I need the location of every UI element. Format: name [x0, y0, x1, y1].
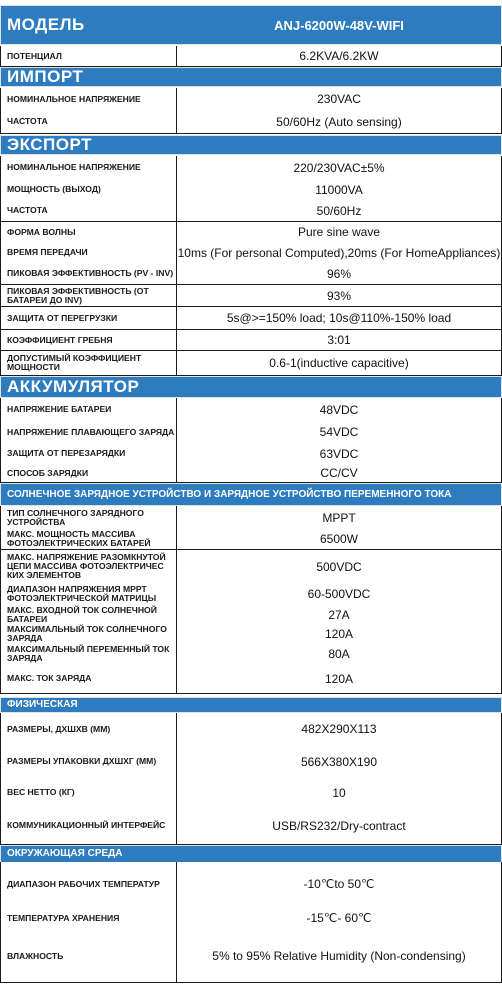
- spec-row: [0, 156, 502, 180]
- spec-label: ДИАПАЗОН НАПРЯЖЕНИЯ MPPT ФОТОЭЛЕКТРИЧЕСКОЙ МАТРИЦЫ: [1, 583, 177, 605]
- spec-value: 220/230VAC±5%: [293, 160, 385, 175]
- spec-value: 482X290X113: [301, 722, 377, 736]
- spec-label: СПОСОБ ЗАРЯДКИ: [1, 464, 177, 482]
- spec-label: ЧАСТОТА: [1, 110, 177, 133]
- spec-value: USB/RS232/Dry-contract: [272, 818, 406, 833]
- spec-value: 50/60Hz: [316, 203, 362, 218]
- spec-row: [0, 351, 502, 376]
- spec-value: 48VDC: [319, 402, 359, 417]
- spec-label: МАКС. ВХОДНОЙ ТОК СОЛНЕЧНОЙ БАТАРЕИ: [1, 605, 177, 624]
- spec-label: РАЗМЕРЫ УПАКОВКИ ДХШХГ (ММ): [1, 745, 177, 778]
- spec-row: [0, 807, 502, 845]
- spec-row: [0, 583, 502, 606]
- spec-row: [0, 398, 502, 422]
- spec-row: [0, 778, 502, 808]
- spec-row: [0, 307, 502, 330]
- spec-row: [0, 200, 502, 222]
- spec-label: ЗАЩИТА ОТ ПЕРЕГРУЗКИ: [1, 307, 177, 329]
- spec-row: [0, 550, 502, 584]
- spec-label: НОМИНАЛЬНОЕ НАПРЯЖЕНИЕ: [1, 88, 177, 110]
- spec-row: [0, 443, 502, 465]
- section-header: [0, 135, 502, 155]
- spec-label: ПИКОВАЯ ЭФФЕКТИВНОСТЬ (PV - INV): [1, 263, 177, 284]
- spec-label: ВЛАЖНОСТЬ: [1, 930, 177, 982]
- section-title: ФИЗИЧЕСКАЯ: [7, 699, 78, 710]
- spec-row: [0, 179, 502, 201]
- spec-label: ЗАЩИТА ОТ ПЕРЕЗАРЯДКИ: [1, 443, 177, 464]
- spec-value: 5% to 95% Relative Humidity (Non-condensing): [212, 949, 466, 963]
- spec-row: [0, 285, 502, 307]
- spec-row: [0, 906, 502, 931]
- spec-label: ДИАПАЗОН РАБОЧИХ ТЕМПЕРАТУР: [1, 862, 177, 906]
- spec-label: НОМИНАЛЬНОЕ НАПРЯЖЕНИЕ: [1, 156, 177, 179]
- section-header: [0, 483, 502, 506]
- spec-value: -10℃to 50℃: [303, 877, 375, 891]
- spec-value: 54VDC: [319, 425, 359, 439]
- spec-row: [0, 242, 502, 264]
- spec-value: 120A: [324, 671, 354, 686]
- spec-label: ПОТЕНЦИАЛ: [1, 46, 177, 66]
- spec-row: [0, 46, 502, 67]
- spec-row: [0, 464, 502, 483]
- spec-label: РАЗМЕРЫ, ДХШХВ (ММ): [1, 713, 177, 745]
- spec-row: [0, 330, 502, 351]
- spec-label: НАПРЯЖЕНИЕ ПЛАВАЮЩЕГО ЗАРЯДА: [1, 421, 177, 443]
- spec-value: -15℃- 60℃: [306, 911, 372, 925]
- model-label: МОДЕЛЬ: [7, 15, 85, 34]
- spec-label: ТЕМПЕРАТУРА ХРАНЕНИЯ: [1, 906, 177, 930]
- section-header: [0, 697, 502, 713]
- spec-value: 0.6-1(inductive capacitive): [269, 356, 409, 370]
- section-title: ОКРУЖАЮЩАЯ СРЕДА: [7, 848, 123, 859]
- spec-value: 5s@>=150% load; 10s@110%-150% load: [226, 311, 452, 325]
- spec-value: MPPT: [322, 510, 356, 525]
- spec-label: ДОПУСТИМЫЙ КОЭФФИЦИЕНТ МОЩНОСТИ: [1, 351, 177, 375]
- spec-value: 10ms (For personal Computed),20ms (For HomeAppliances): [177, 245, 501, 260]
- spec-value: 27A: [328, 607, 350, 622]
- spec-label: ФОРМА ВОЛНЫ: [1, 222, 177, 242]
- spec-row: [0, 713, 502, 746]
- model-header-row: [0, 5, 502, 45]
- spec-value: 60-500VDC: [307, 587, 371, 601]
- spec-label: ВЕС НЕТТО (КГ): [1, 778, 177, 807]
- spec-label: МАКС. НАПРЯЖЕНИЕ РАЗОМКНУТОЙ ЦЕПИ МАССИВА ФОТОЭЛЕКТРИЧЕС КИХ ЭЛЕМЕНТОВ: [1, 550, 177, 583]
- section-title: ИМПОРТ: [7, 67, 84, 86]
- spec-row: [0, 506, 502, 530]
- spec-row: [0, 745, 502, 779]
- spec-value: 96%: [326, 266, 352, 281]
- spec-value: 230VAC: [317, 92, 361, 106]
- model-value: ANJ-6200W-48V-WIFI: [274, 17, 404, 33]
- spec-value: CC/CV: [320, 466, 358, 480]
- spec-row: [0, 222, 502, 243]
- section-header: [0, 67, 502, 87]
- section-header: [0, 376, 502, 398]
- section-title: АККУМУЛЯТОР: [7, 377, 140, 396]
- section-title: СОЛНЕЧНОЕ ЗАРЯДНОЕ УСТРОЙСТВО И ЗАРЯДНОЕ УСТРОЙСТВО ПЕРЕМЕННОГО ТОКА: [7, 488, 452, 500]
- spec-value: 80A: [328, 647, 350, 661]
- spec-row: [0, 110, 502, 134]
- spec-value: Pure sine wave: [297, 225, 381, 239]
- spec-label: ПИКОВАЯ ЭФФЕКТИВНОСТЬ (ОТ БАТАРЕИ ДО INV): [1, 285, 177, 306]
- spec-row: [0, 421, 502, 444]
- spec-value: 3:01: [327, 333, 351, 347]
- spec-row: [0, 605, 502, 625]
- spec-value: 93%: [326, 288, 352, 303]
- spec-label: МАКСИМАЛЬНЫЙ ТОК СОЛНЕЧНОГО ЗАРЯДА: [1, 624, 177, 644]
- spec-label: КОЭФФИЦИЕНТ ГРЕБНЯ: [1, 330, 177, 350]
- spec-label: МАКС. ТОК ЗАРЯДА: [1, 664, 177, 693]
- spec-value: 500VDC: [316, 559, 362, 574]
- spec-label: ЧАСТОТА: [1, 200, 177, 221]
- section-header: [0, 845, 502, 863]
- spec-value: 10: [332, 785, 346, 800]
- spec-value: 63VDC: [319, 446, 359, 461]
- spec-label: МАКС. МОЩНОСТЬ МАССИВА ФОТОЭЛЕКТРИЧЕСКИХ БАТАРЕЙ: [1, 529, 177, 549]
- spec-row: [0, 624, 502, 645]
- spec-row: [0, 529, 502, 550]
- spec-row: [0, 644, 502, 665]
- spec-row: [0, 930, 502, 983]
- spec-row: [0, 664, 502, 694]
- spec-value: 566X380X190: [300, 754, 378, 769]
- section-title: ЭКСПОРТ: [7, 135, 92, 154]
- spec-row: [0, 862, 502, 907]
- spec-label: КОММУНИКАЦИОННЫЙ ИНТЕРФЕЙС: [1, 807, 177, 844]
- spec-label: ТИП СОЛНЕЧНОГО ЗАРЯДНОГО УСТРОЙСТВА: [1, 506, 177, 529]
- spec-value: 11000VA: [315, 182, 363, 197]
- spec-label: МОЩНОСТЬ (ВЫХОД): [1, 179, 177, 200]
- spec-label: МАКСИМАЛЬНЫЙ ПЕРЕМЕННЫЙ ТОК ЗАРЯДА: [1, 644, 177, 664]
- spec-value: 50/60Hz (Auto sensing): [276, 114, 402, 129]
- spec-value: 120A: [324, 627, 354, 641]
- spec-value: 6.2KVA/6.2KW: [299, 49, 379, 63]
- spec-label: НАПРЯЖЕНИЕ БАТАРЕИ: [1, 398, 177, 421]
- spec-label: ВРЕМЯ ПЕРЕДАЧИ: [1, 242, 177, 263]
- spec-row: [0, 263, 502, 285]
- spec-row: [0, 88, 502, 111]
- spec-value: 6500W: [319, 532, 359, 546]
